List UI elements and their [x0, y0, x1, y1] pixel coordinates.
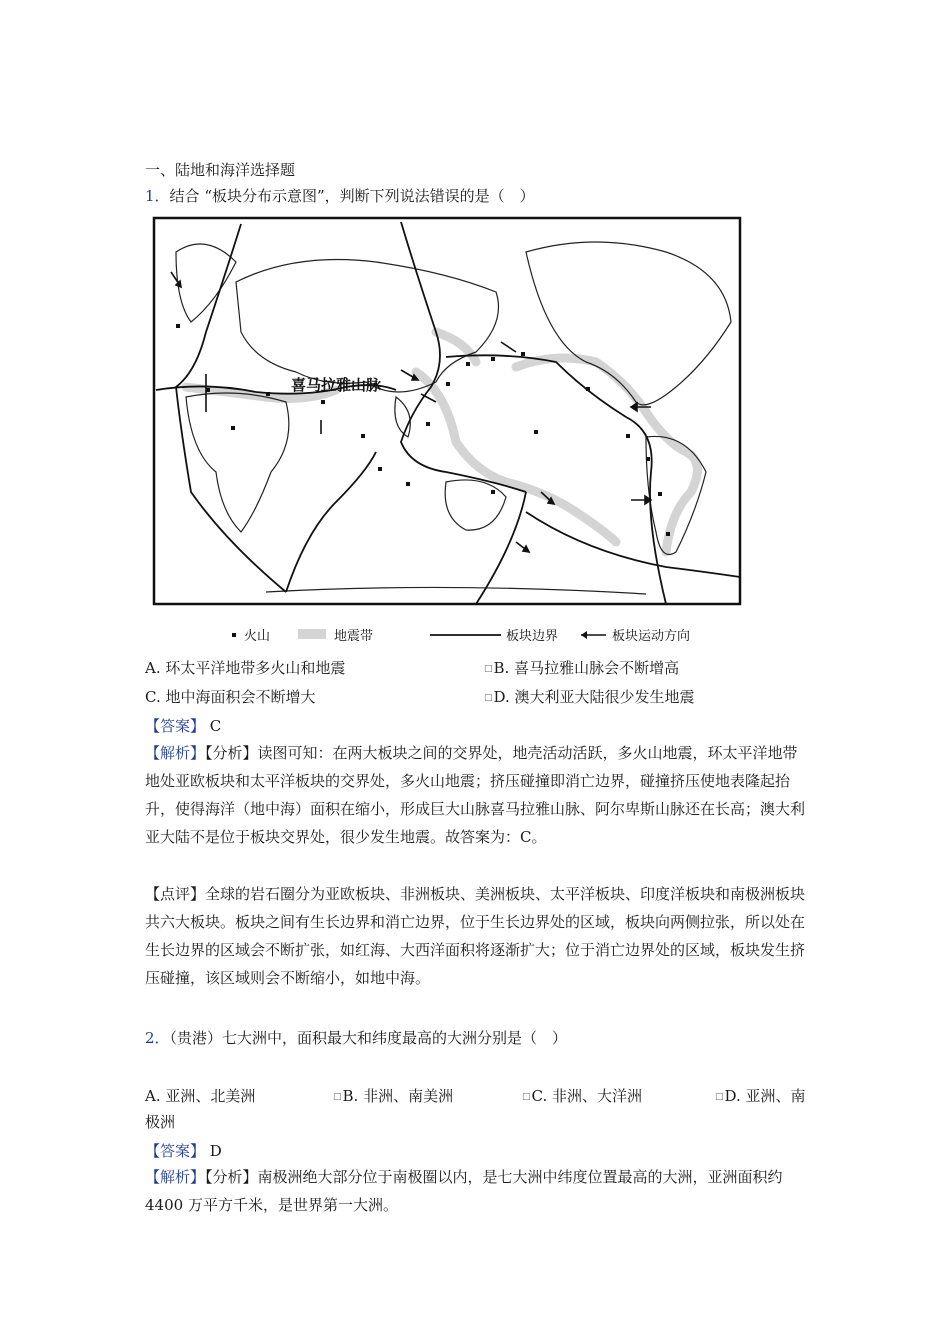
q2-option-a: A. 亚洲、北美洲 — [145, 1087, 256, 1105]
volcano — [666, 532, 670, 536]
volcano — [491, 357, 495, 361]
volcano — [231, 426, 235, 430]
volcano — [406, 482, 410, 486]
q1-option-b-text: B. 喜马拉雅山脉会不断增高 — [493, 659, 680, 677]
legend-plate-boundary: 板块边界 — [506, 629, 559, 644]
map-legend — [232, 628, 690, 644]
q2-answer-value: D — [209, 1142, 222, 1160]
question-1-stem — [145, 186, 535, 206]
q1-answer-value: C — [209, 717, 222, 735]
q2-option-d-text: D. 亚洲、南 — [724, 1087, 806, 1105]
q2-option-d-continued: 极洲 — [145, 1113, 176, 1131]
plate-map-figure — [146, 212, 748, 650]
question-2-number: 2． — [145, 1029, 170, 1047]
q2-option-c-text: C. 非洲、大洋洲 — [531, 1087, 642, 1105]
question-1-text: 结合 “板块分布示意图”，判断下列说法错误的是（ ） — [169, 187, 535, 205]
volcano — [446, 382, 450, 386]
q1-option-b: □B. 喜马拉雅山脉会不断增高 — [484, 659, 680, 677]
question-1-number: 1． — [145, 187, 170, 205]
q1-answer-tag: 【答案】 — [145, 717, 206, 735]
legend-quake-zone: 地震带 — [334, 629, 374, 644]
q2-analysis — [145, 1163, 805, 1219]
q1-analysis-tag: 【解析】 — [145, 744, 206, 762]
q1-comment: 【点评】全球的岩石圈分为亚欧板块、非洲板块、美洲板块、太平洋板块、印度洋板块和南极洲板块共六大板块。板块之间有生长边界和消亡边界，位于生长边界处的区域，板块向两侧拉张，所以处在生长边界的区域会不断扩张，如红海、大西洋面积将逐渐扩大；位于消亡边界处的区域，板块发生挤压碰撞，该区域则会不断缩小，如地中海。 — [145, 885, 806, 987]
q2-option-b: □B. 非洲、南美洲 — [333, 1087, 454, 1105]
q2-analysis-text: 【分析】南极洲绝大部分位于南极圈以内，是七大洲中纬度位置最高的大洲，亚洲面积约 4400 万平方千米，是世界第一大洲。 — [145, 1168, 783, 1214]
q1-analysis — [145, 739, 805, 851]
volcano — [378, 467, 382, 471]
volcano — [176, 324, 180, 328]
question-2-stem — [145, 1028, 567, 1048]
volcano — [646, 457, 650, 461]
q2-option-b-text: B. 非洲、南美洲 — [342, 1087, 454, 1105]
q2-answer-tag: 【答案】 — [145, 1142, 206, 1160]
volcano — [586, 387, 590, 391]
question-2-text: （贵港）七大洲中，面积最大和纬度最高的大洲分别是（ ） — [169, 1029, 568, 1047]
plate-map — [146, 212, 748, 650]
volcano — [321, 400, 325, 404]
q2-option-d: □D. 亚洲、南 — [715, 1087, 806, 1105]
volcano — [361, 434, 365, 438]
legend-volcano-swatch — [232, 633, 236, 637]
q2-option-c: □C. 非洲、大洋洲 — [522, 1087, 642, 1105]
q2-answer — [145, 1141, 222, 1161]
volcano — [534, 430, 538, 434]
volcano — [466, 362, 470, 366]
volcano — [658, 492, 662, 496]
legend-plate-motion: 板块运动方向 — [612, 629, 691, 644]
q2-analysis-tag: 【解析】 — [145, 1168, 206, 1186]
volcano — [266, 392, 270, 396]
q1-option-d-text: D. 澳大利亚大陆很少发生地震 — [493, 688, 695, 706]
legend-quake-swatch — [298, 629, 326, 639]
volcano — [626, 434, 630, 438]
q1-answer — [145, 716, 221, 736]
legend-volcano: 火山 — [244, 629, 271, 644]
mountain-label: 喜马拉雅山脉 — [291, 376, 382, 394]
q1-option-a: A. 环太平洋地带多火山和地震 — [145, 659, 346, 677]
q1-option-c: C. 地中海面积会不断增大 — [145, 688, 316, 706]
section-title: 一、陆地和海洋选择题 — [145, 161, 296, 179]
volcano — [426, 422, 430, 426]
q1-analysis-text: 【分析】读图可知：在两大板块之间的交界处，地壳活动活跃，多火山地震，环太平洋地带地处亚欧板块和太平洋板块的交界处，多火山地震；挤压碰撞即消亡边界，碰撞挤压使地表隆起抬升，使得海洋（地中海）面积在缩小，形成巨大山脉喜马拉雅山脉、阿尔卑斯山脉还在长高；澳大利亚大陆不是位于板块交界处，很少发生地震。故答案为：C。 — [145, 744, 806, 846]
volcano — [521, 352, 525, 356]
q1-option-d: □D. 澳大利亚大陆很少发生地震 — [484, 688, 695, 706]
volcano — [491, 490, 495, 494]
